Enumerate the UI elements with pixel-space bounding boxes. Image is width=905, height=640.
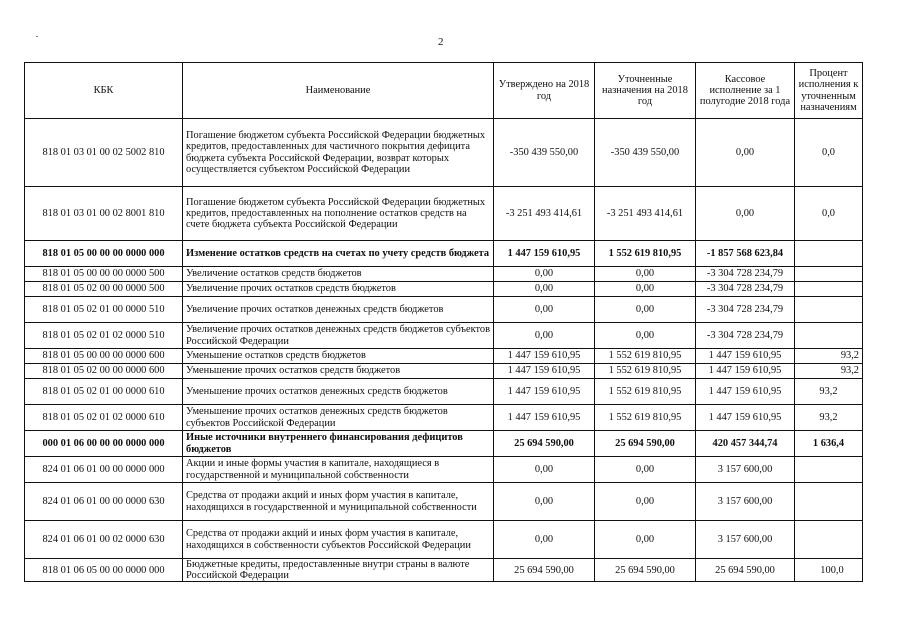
approved-cell: 25 694 590,00 [494,431,595,457]
kbk-cell: 818 01 03 01 00 02 8001 810 [25,187,183,241]
kbk-cell: 824 01 06 01 00 00 0000 000 [25,457,183,483]
cash-cell: 1 447 159 610,95 [696,379,795,405]
percent-cell [795,297,863,323]
name-cell: Увеличение прочих остатков средств бюджетов [183,282,494,297]
cash-cell: 1 447 159 610,95 [696,349,795,364]
header-percent: Процент исполнения к уточненным назначениям [795,63,863,119]
name-cell: Уменьшение прочих остатков денежных средств бюджетов субъектов Российской Федерации [183,405,494,431]
scan-speck [36,36,38,37]
approved-cell: 1 447 159 610,95 [494,379,595,405]
percent-cell [795,282,863,297]
refined-cell: 25 694 590,00 [595,431,696,457]
kbk-cell: 824 01 06 01 00 02 0000 630 [25,521,183,559]
approved-cell: 0,00 [494,457,595,483]
percent-cell [795,521,863,559]
refined-cell: 1 552 619 810,95 [595,349,696,364]
page-number: 2 [438,36,444,48]
header-refined: Уточненные назначения на 2018 год [595,63,696,119]
table-row [25,405,863,431]
approved-cell: 0,00 [494,282,595,297]
percent-cell: 93,2 [795,364,863,379]
percent-cell [795,457,863,483]
name-cell: Уменьшение прочих остатков средств бюджетов [183,364,494,379]
table-row [25,379,863,405]
percent-cell: 0,0 [795,187,863,241]
kbk-cell: 824 01 06 01 00 00 0000 630 [25,483,183,521]
kbk-cell: 818 01 05 02 01 00 0000 510 [25,297,183,323]
kbk-cell: 818 01 05 00 00 00 0000 500 [25,267,183,282]
refined-cell: 0,00 [595,267,696,282]
kbk-cell: 000 01 06 00 00 00 0000 000 [25,431,183,457]
cash-cell: -3 304 728 234,79 [696,282,795,297]
cash-cell: 3 157 600,00 [696,483,795,521]
cash-cell: 0,00 [696,119,795,187]
header-approved: Утверждено на 2018 год [494,63,595,119]
table-row [25,282,863,297]
approved-cell: -350 439 550,00 [494,119,595,187]
table-header-row [25,63,863,119]
kbk-cell: 818 01 05 02 00 00 0000 600 [25,364,183,379]
refined-cell: 0,00 [595,297,696,323]
table-row [25,559,863,582]
refined-cell: 0,00 [595,323,696,349]
name-cell: Увеличение прочих остатков денежных средств бюджетов [183,297,494,323]
approved-cell: 0,00 [494,323,595,349]
percent-cell: 93,2 [795,405,863,431]
cash-cell: 3 157 600,00 [696,457,795,483]
kbk-cell: 818 01 06 05 00 00 0000 000 [25,559,183,582]
percent-cell: 93,2 [795,349,863,364]
name-cell: Уменьшение остатков средств бюджетов [183,349,494,364]
kbk-cell: 818 01 05 02 01 02 0000 510 [25,323,183,349]
table-row [25,267,863,282]
header-kbk: КБК [25,63,183,119]
approved-cell: 0,00 [494,521,595,559]
refined-cell: 0,00 [595,457,696,483]
cash-cell: -3 304 728 234,79 [696,323,795,349]
cash-cell: 420 457 344,74 [696,431,795,457]
name-cell: Изменение остатков средств на счетах по учету средств бюджета [183,241,494,267]
cash-cell: 25 694 590,00 [696,559,795,582]
header-name: Наименование [183,63,494,119]
percent-cell: 0,0 [795,119,863,187]
approved-cell: -3 251 493 414,61 [494,187,595,241]
cash-cell: -3 304 728 234,79 [696,267,795,282]
name-cell: Иные источники внутреннего финансирования дефицитов бюджетов [183,431,494,457]
refined-cell: 1 552 619 810,95 [595,241,696,267]
refined-cell: 25 694 590,00 [595,559,696,582]
approved-cell: 25 694 590,00 [494,559,595,582]
table-row [25,521,863,559]
name-cell: Погашение бюджетом субъекта Российской Федерации бюджетных кредитов, предоставленных для частичного покрытия дефицита бюджета субъекта Российской Федерации, возврат которых осуществляется субъектом Российской Федерации [183,119,494,187]
name-cell: Увеличение остатков средств бюджетов [183,267,494,282]
cash-cell: 3 157 600,00 [696,521,795,559]
refined-cell: -350 439 550,00 [595,119,696,187]
refined-cell: -3 251 493 414,61 [595,187,696,241]
table-row [25,187,863,241]
table-row [25,297,863,323]
refined-cell: 1 552 619 810,95 [595,364,696,379]
table-row [25,457,863,483]
percent-cell: 100,0 [795,559,863,582]
name-cell: Увеличение прочих остатков денежных средств бюджетов субъектов Российской Федерации [183,323,494,349]
kbk-cell: 818 01 05 02 01 02 0000 610 [25,405,183,431]
cash-cell: 1 447 159 610,95 [696,405,795,431]
name-cell: Средства от продажи акций и иных форм участия в капитале, находящихся в собственности субъектов Российской Федерации [183,521,494,559]
table-row [25,323,863,349]
name-cell: Погашение бюджетом субъекта Российской Федерации бюджетных кредитов, предоставленных на пополнение остатков средств на счете бюджета субъекта Российской Федерации [183,187,494,241]
table-row [25,483,863,521]
percent-cell [795,267,863,282]
percent-cell [795,483,863,521]
approved-cell: 0,00 [494,297,595,323]
table-row [25,119,863,187]
name-cell: Бюджетные кредиты, предоставленные внутри страны в валюте Российской Федерации [183,559,494,582]
percent-cell: 93,2 [795,379,863,405]
percent-cell: 1 636,4 [795,431,863,457]
cash-cell: 1 447 159 610,95 [696,364,795,379]
approved-cell: 1 447 159 610,95 [494,405,595,431]
refined-cell: 0,00 [595,282,696,297]
refined-cell: 0,00 [595,483,696,521]
approved-cell: 0,00 [494,267,595,282]
cash-cell: -3 304 728 234,79 [696,297,795,323]
table-row [25,241,863,267]
approved-cell: 0,00 [494,483,595,521]
table-row [25,431,863,457]
kbk-cell: 818 01 05 02 01 00 0000 610 [25,379,183,405]
cash-cell: -1 857 568 623,84 [696,241,795,267]
percent-cell [795,323,863,349]
kbk-cell: 818 01 03 01 00 02 5002 810 [25,119,183,187]
header-cash: Кассовое исполнение за 1 полугодие 2018 года [696,63,795,119]
refined-cell: 1 552 619 810,95 [595,379,696,405]
refined-cell: 1 552 619 810,95 [595,405,696,431]
cash-cell: 0,00 [696,187,795,241]
approved-cell: 1 447 159 610,95 [494,349,595,364]
name-cell: Средства от продажи акций и иных форм участия в капитале, находящихся в государственной и муниципальной собственности [183,483,494,521]
kbk-cell: 818 01 05 00 00 00 0000 600 [25,349,183,364]
approved-cell: 1 447 159 610,95 [494,364,595,379]
table-body [25,119,863,582]
kbk-cell: 818 01 05 00 00 00 0000 000 [25,241,183,267]
percent-cell [795,241,863,267]
table-row [25,349,863,364]
budget-table [24,62,863,582]
name-cell: Акции и иные формы участия в капитале, находящиеся в государственной и муниципальной собственности [183,457,494,483]
table-row [25,364,863,379]
approved-cell: 1 447 159 610,95 [494,241,595,267]
refined-cell: 0,00 [595,521,696,559]
kbk-cell: 818 01 05 02 00 00 0000 500 [25,282,183,297]
name-cell: Уменьшение прочих остатков денежных средств бюджетов [183,379,494,405]
